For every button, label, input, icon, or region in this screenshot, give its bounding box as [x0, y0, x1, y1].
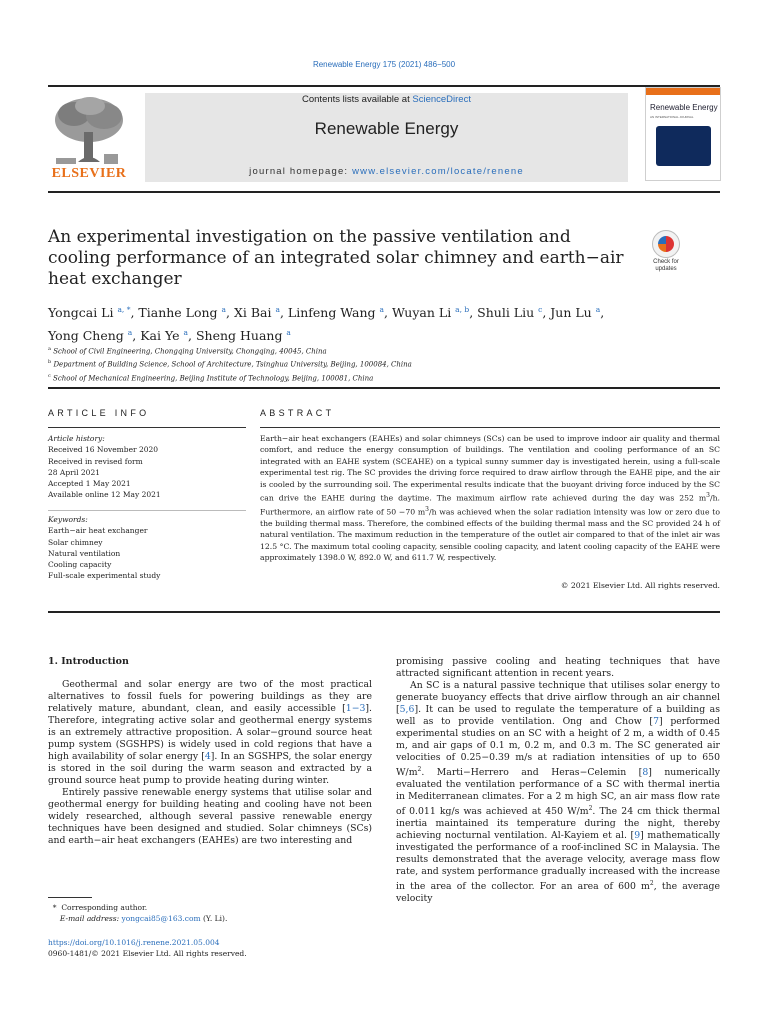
author-separator: , — [279, 305, 288, 321]
author-separator: , — [188, 328, 196, 344]
abstract-rule — [260, 427, 720, 428]
journal-homepage-link[interactable]: www.elsevier.com/locate/renene — [352, 166, 524, 177]
reference-link[interactable]: 9 — [634, 830, 641, 842]
body-right-column — [396, 656, 720, 905]
author-name[interactable]: Yong Cheng — [48, 328, 128, 344]
footnote-rule — [48, 897, 92, 898]
author-affiliation-mark[interactable]: a — [286, 328, 291, 338]
keywords-title: Keywords: — [48, 515, 88, 524]
article-info-rule — [48, 427, 246, 428]
header-top-rule — [48, 85, 720, 87]
doi-block — [48, 938, 247, 959]
abstract-copyright: © 2021 Elsevier Ltd. All rights reserved. — [560, 581, 720, 590]
crossmark-label: Check for updates — [653, 259, 679, 272]
keyword-item: Full-scale experimental study — [48, 571, 161, 581]
body-left-column — [48, 656, 372, 847]
affiliation-b: $^b$ Department of Building Science, School of Architecture, Tsinghua University, Beijing, 100084, China — [48, 359, 412, 369]
author-name[interactable]: Linfeng Wang — [287, 305, 380, 321]
body-paragraph: promising passive cooling and heating techniques that have attracted significant attention in recent years. — [396, 656, 720, 679]
cover-title: Renewable Energy — [650, 103, 718, 112]
author-separator: , — [132, 328, 141, 344]
reference-link[interactable]: 5,6 — [399, 704, 415, 715]
issn-copyright: 0960-1481/© 2021 Elsevier Ltd. All rights reserved. — [48, 948, 247, 958]
keyword-item: Solar chimney — [48, 537, 103, 547]
crossmark-icon — [652, 230, 680, 258]
contents-line — [145, 94, 628, 105]
author-affiliation-mark[interactable]: a — [379, 305, 385, 314]
paper-title: An experimental investigation on the passive ventilation and cooling performance of an integrated solar chimney and earth−air heat exchanger — [48, 227, 624, 289]
journal-title: Renewable Energy — [314, 119, 459, 138]
journal-cover-thumbnail[interactable] — [645, 87, 721, 181]
affiliation-a: $^a$ School of Civil Engineering, Chongqing University, Chongqing, 40045, China — [48, 346, 327, 356]
article-history — [48, 433, 246, 501]
reference-link[interactable]: 7 — [653, 716, 659, 727]
reference-link[interactable]: 4 — [204, 751, 211, 762]
journal-citation[interactable]: Renewable Energy 175 (2021) 486−500 — [312, 60, 456, 69]
author-name[interactable]: Sheng Huang — [195, 328, 287, 344]
keywords — [48, 514, 246, 582]
keywords-rule — [48, 510, 246, 511]
history-item: Available online 12 May 2021 — [48, 490, 161, 500]
keyword-item: Cooling capacity — [48, 560, 112, 570]
body-paragraph: An SC is a natural passive technique that utilises solar energy to generate buoyancy effects that drive airflow through an air channel [5,6]. It can be used to regulate the temperature of a building as well as to provide ventilation. Ong and Chow [7] performed experimental studies on an SC with a height of 2 m, a width of 0.45 m, and air gaps of 0.1 m, 0.2 m, and 0.3 m. The SC generated air velocities of 0.25−0.39 m/s at radiation intensities of up to 650 $W/m^2$. Marti−Herrero and Heras−Celemin [8] numerically evaluated the ventilation performance of a SC with thermal inertia in Mediterranean climates. For a 2 m high SC, an air mass flow rate of 0.011 kg/s was achieved at 450 $W/m^2$. The 24 cm thick thermal inertia maintained its temperature during the night, thereby achieving nocturnal ventilation. Al-Kayiem et al. [9] mathematically investigated the performance of a roof-inclined SC in Malaysia. The results demonstrated that the average velocity, average mass flow rate, and system performance gradually increased with the increase in the area of the collector. For an area of 600 $m^2$, the average velocity — [396, 680, 721, 905]
author-affiliation-mark[interactable]: a — [127, 328, 133, 338]
contents-prefix: Contents lists available at — [302, 94, 413, 105]
history-item: Received in revised form — [48, 456, 143, 466]
cover-subtitle: AN INTERNATIONAL JOURNAL — [650, 115, 694, 119]
author-name[interactable]: Shuli Liu — [477, 305, 539, 321]
body-paragraph: Geothermal and solar energy are two of the most practical alternatives to fossil fuels for powering buildings as they are relatively mature, abundant, clean, and easily accessible [1−3]. Therefore, integrating active solar and geothermal energy systems is an extremely attractive proposition. A solar−ground source heat pump system (SGSHPS) is widely used in cold regions that have a high availability of solar energy [4]. In an SGSHPS, the solar energy is stored in the soil during the warm season and extracted by a ground source heat pump to provide heating during winter. — [48, 679, 372, 786]
history-item: 28 April 2021 — [48, 467, 100, 477]
author-affiliation-mark[interactable]: c — [538, 305, 543, 314]
reference-link[interactable]: 1−3 — [345, 703, 366, 714]
reference-link[interactable]: 8 — [642, 767, 649, 779]
author-name[interactable]: Kai Ye — [140, 328, 184, 344]
author-separator: , — [226, 305, 234, 321]
section-rule-bottom — [48, 611, 720, 613]
check-for-updates-button[interactable] — [648, 230, 684, 273]
cover-art — [656, 126, 711, 166]
elsevier-wordmark: ELSEVIER — [51, 166, 127, 181]
article-info-label: ARTICLE INFO — [48, 408, 150, 418]
cover-topbar — [646, 88, 720, 95]
abstract-text: Earth−air heat exchangers (EAHEs) and solar chimneys (SCs) can be used to improve indoor air quality and thermal comfort, and reduce the energy consumption of buildings. The ventilation and cooling performance of an SC integrated with an EAHE system (SCEAHE) on a typical sunny summer day is investigated herein, using a full-scale experimental test rig. The SC provides the driving force required to draw airflow through the EAHE pipe, and the air is cooled by the surrounding soil. The experimental results indicate that the buoyant driving force induced by the SC can drive the EAHE during the daytime. The maximum airflow rate achieved during the day was 252 $m^3/h$. Furthermore, an airflow rate of 50 −70 $m^3/h$ was achieved when the solar radiation intensity was low or zero due to the building thermal mass. Therefore, the combined effects of the building thermal mass and the SC provided 24 h of natural ventilation. The maximum reduction in the temperature of the outlet air compared to that of the inlet air was 12.5 °C. The maximum total cooling capacity, sensible cooling capacity, and latent cooling capacity of the EAHE were approximately 1398.0 W, 892.0 W, and 611.7 W, respectively. — [260, 434, 721, 563]
footnote-corresponding: * Corresponding author. — [52, 903, 148, 912]
author-affiliation-mark[interactable]: a — [183, 328, 188, 338]
history-item: Accepted 1 May 2021 — [48, 479, 131, 489]
author-affiliation-mark[interactable]: a — [595, 305, 601, 314]
journal-homepage-line — [145, 166, 628, 177]
sciencedirect-link[interactable]: ScienceDirect — [412, 94, 471, 105]
author-list — [48, 300, 720, 346]
author-separator: , — [384, 305, 392, 321]
author-separator: , — [130, 305, 139, 321]
abstract-label: ABSTRACT — [260, 408, 335, 418]
keyword-item: Earth−air heat exchanger — [48, 526, 148, 536]
author-email-link[interactable]: yongcai85@163.com — [121, 913, 201, 923]
doi-link[interactable]: https://doi.org/10.1016/j.renene.2021.05.004 — [48, 938, 220, 947]
author-affiliation-mark[interactable]: a, b — [455, 305, 470, 314]
footnote-email-line: E-mail address: yongcai85@163.com (Y. Li). — [59, 913, 228, 923]
author-affiliation-mark[interactable]: a — [221, 305, 227, 314]
author-name[interactable]: Yongcai Li — [48, 305, 118, 321]
history-title: Article history: — [48, 434, 105, 443]
affiliations — [48, 344, 720, 384]
homepage-prefix: journal homepage: — [249, 166, 353, 177]
author-separator: , — [469, 305, 478, 321]
author-separator: , — [600, 305, 605, 321]
author-name[interactable]: Jun Lu — [550, 305, 596, 321]
section-rule-top — [48, 387, 720, 389]
keyword-item: Natural ventilation — [48, 548, 121, 558]
author-name[interactable]: Wuyan Li — [391, 305, 456, 321]
introduction-heading: 1. Introduction — [48, 656, 129, 667]
history-item: Received 16 November 2020 — [48, 445, 159, 455]
corresponding-author-footnote — [48, 903, 372, 924]
author-separator: , — [542, 305, 551, 321]
body-paragraph: Entirely passive renewable energy systems that utilise solar and geothermal energy for building heating and cooling have not been widely researched, although several passive renewable energy techniques have been designed and studied. Solar chimneys (SCs) and earth−air heat exchangers (EAHEs) are two interesting and — [48, 787, 372, 846]
header-bottom-rule — [48, 191, 720, 193]
author-name[interactable]: Tianhe Long — [138, 305, 222, 321]
author-affiliation-mark[interactable]: a — [275, 305, 280, 314]
affiliation-c: $^c$ School of Mechanical Engineering, Beijing Institute of Technology, Beijing, 100081, China — [48, 372, 374, 382]
author-name[interactable]: Xi Bai — [233, 305, 276, 321]
author-affiliation-mark[interactable]: a, * — [117, 305, 131, 314]
